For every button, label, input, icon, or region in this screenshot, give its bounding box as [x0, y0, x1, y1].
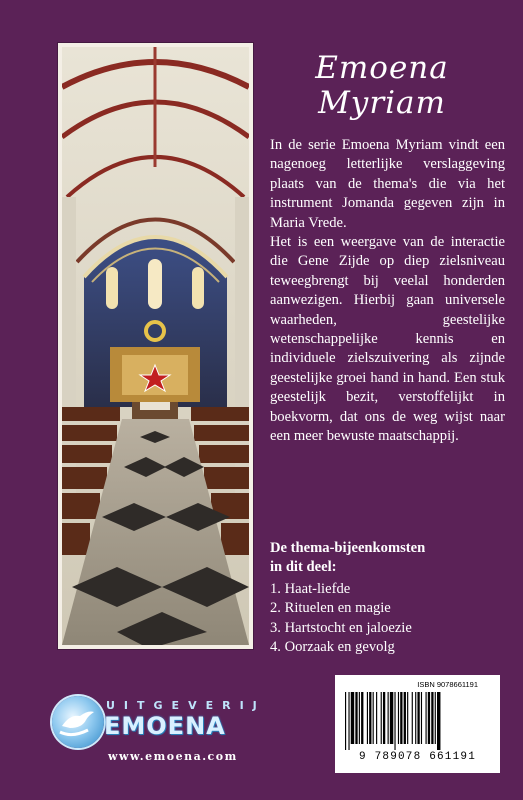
barcode-bar	[359, 692, 360, 744]
publisher-name: EMOENA	[104, 712, 226, 740]
theme-item: 3. Hartstocht en jaloezie	[270, 619, 412, 636]
themes-list	[270, 580, 510, 658]
barcode-bar	[388, 692, 389, 744]
barcode-bar	[373, 692, 374, 744]
barcode-bar	[412, 692, 413, 744]
barcode-bar	[431, 692, 433, 744]
barcode-bar	[398, 692, 399, 744]
book-title-line1: Emoena	[315, 50, 449, 86]
theme-item: 1. Haat-liefde	[270, 580, 351, 597]
description-paragraph-2: Het is een weergave van de interactie die Gene Zijde op diep zielsniveau teweegbrengt bij veelal honderden aanwezigen. Hierbij gaan universele waarheden, geestelijke wetenschappelijke kennis en individuele zielszuivering als zijnde geestelijke groei hand in hand. Een stuk geestelijk bezit, verstoffelijkt in boekvorm, dat ons de weg wijst naar een meer bewuste maatschappij.	[270, 234, 505, 445]
barcode-bar	[383, 692, 385, 744]
barcode-bar	[381, 692, 382, 744]
themes-heading-line1: De thema-bijeenkomsten	[270, 540, 426, 556]
barcode-bar	[435, 692, 436, 744]
barcode-digits: 9 789078 661191	[358, 751, 477, 763]
barcode-bar	[421, 692, 422, 744]
barcode-bar	[426, 692, 427, 744]
isbn-label: ISBN 9078661191	[417, 680, 478, 689]
barcode-bar	[348, 692, 349, 750]
barcode-bar	[355, 692, 357, 744]
theme-item: 4. Oorzaak en gevolg	[270, 639, 395, 656]
barcode-bar	[369, 692, 371, 744]
church-photo-illustration	[62, 47, 249, 645]
isbn-barcode	[335, 675, 500, 773]
publisher-url: www.emoena.com	[108, 750, 238, 763]
themes-section	[270, 539, 510, 657]
barcode-bar	[437, 692, 440, 750]
description-paragraph-1: In de serie Emoena Myriam vindt een nagenoeg letterlijke verslaggeving plaats van de thema's die via het instrument Jomanda gegeven zijn in Maria Vrede.	[270, 137, 505, 231]
book-title-line2: Myriam	[318, 85, 446, 121]
barcode-bar	[367, 692, 368, 744]
publisher-label: UITGEVERIJ	[106, 699, 266, 712]
dove-hand-icon	[52, 696, 104, 748]
description	[270, 136, 505, 447]
publisher-logo	[52, 690, 282, 780]
barcode-bar	[345, 692, 346, 750]
barcode-bar	[351, 692, 354, 744]
barcode-bar	[390, 692, 393, 744]
barcode-bar	[407, 692, 408, 744]
barcode-bar	[400, 692, 402, 744]
barcode-bar	[428, 692, 430, 744]
church-interior-photo	[58, 43, 253, 649]
barcode-bars	[343, 692, 492, 750]
barcode-bar	[361, 692, 363, 744]
barcode-bar	[417, 692, 419, 744]
themes-heading-line2: in dit deel:	[270, 559, 337, 576]
dove-icon	[58, 704, 98, 740]
barcode-bar	[394, 692, 395, 750]
barcode-bar	[415, 692, 416, 744]
barcode-bar	[376, 692, 377, 744]
theme-item: 2. Rituelen en magie	[270, 600, 391, 617]
barcode-bar	[404, 692, 406, 744]
